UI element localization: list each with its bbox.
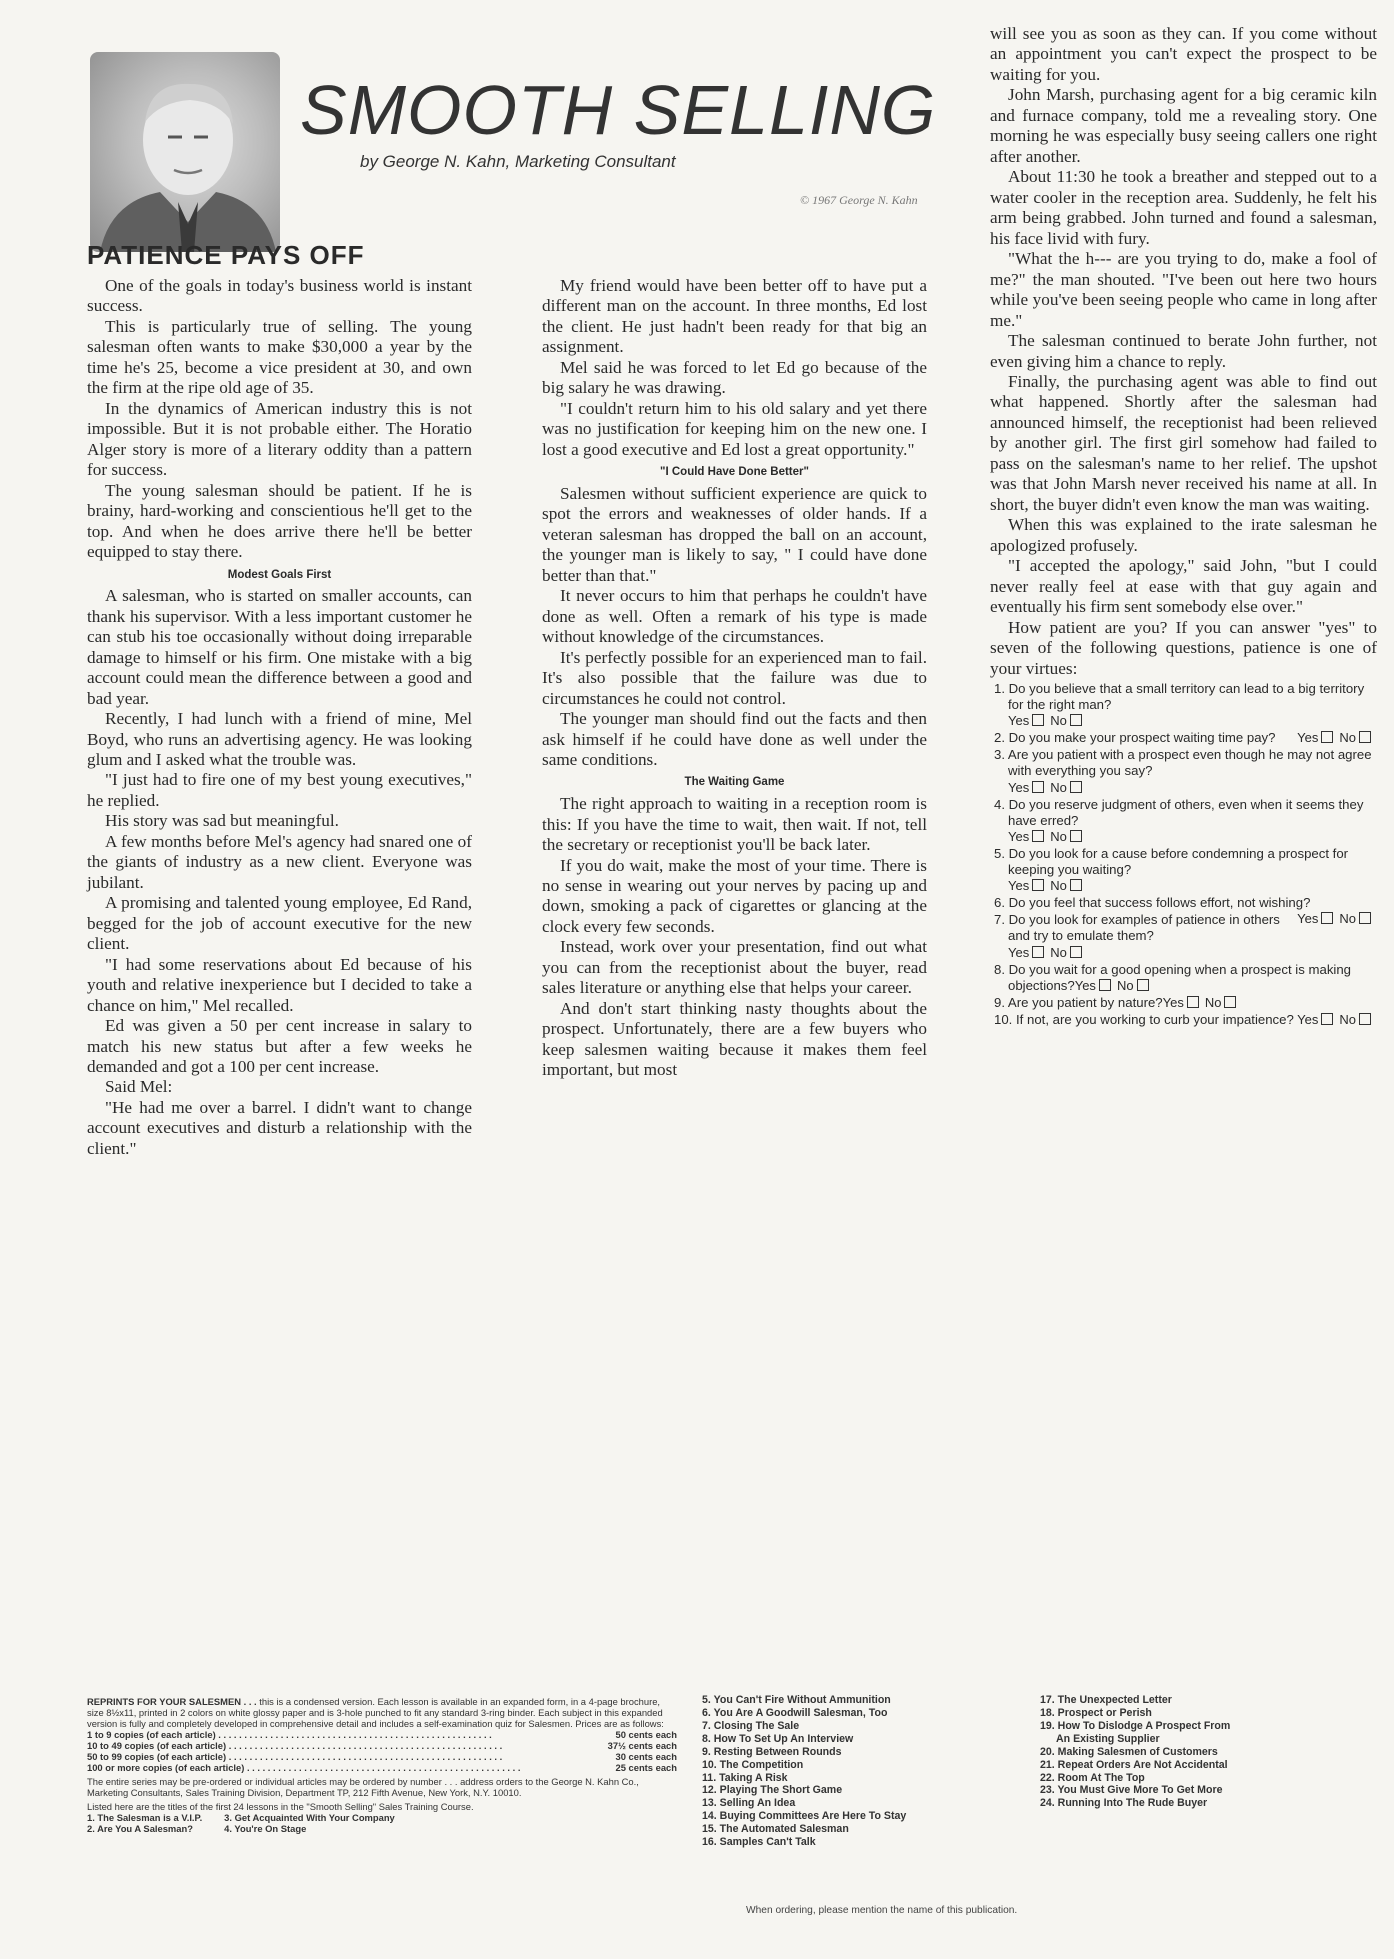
lesson-title: 20. Making Salesmen of Customers <box>1040 1745 1218 1758</box>
patience-quiz <box>990 681 1377 1028</box>
lesson-title: 2. Are You A Salesman? <box>87 1823 193 1834</box>
article-column-3 <box>990 24 1377 1029</box>
lesson-title: 7. Closing The Sale <box>702 1719 800 1732</box>
paragraph: "I had some reservations about Ed because of his youth and relative inexperience but I decided to take a chance on him," Mel recalled. <box>87 954 472 1015</box>
no-checkbox[interactable] <box>1359 1013 1371 1025</box>
price-row: 50 to 99 copies (of each article) . . . 30 cents each <box>87 1751 677 1762</box>
quiz-question: 8. Do you wait for a good opening when a prospect is making objections?Yes No <box>994 961 1352 993</box>
yes-checkbox[interactable] <box>1032 714 1044 726</box>
paragraph: His story was sad but meaningful. <box>105 811 339 831</box>
paragraph: It's perfectly possible for an experienced man to fail. It's also possible that the failure was due to circumstances he could not control. <box>542 647 927 708</box>
lessons-intro: Listed here are the titles of the first 24 lessons in the "Smooth Selling" Sales Training Course. <box>87 1801 474 1812</box>
paragraph: The right approach to waiting in a reception room is this: If you have the time to wait, then wait. If not, tell the secretary or receptionist you'll be back later. <box>542 794 927 855</box>
paragraph: In the dynamics of American industry this is not impossible. But it is not probable either. The Horatio Alger story is more of a literary oddity than a pattern for success. <box>87 398 472 480</box>
lesson-title: 11. Taking A Risk <box>702 1771 788 1784</box>
lesson-title: 21. Repeat Orders Are Not Accidental <box>1040 1758 1228 1771</box>
paragraph: will see you as soon as they can. If you come without an appointment you can't expect the prospect to be waiting for you. <box>990 24 1377 84</box>
lesson-title: 24. Running Into The Rude Buyer <box>1040 1797 1208 1810</box>
paragraph: If you do wait, make the most of your time. There is no sense in wearing out your nerves by pacing up and down, smoking a pack of cigarettes or glancing at the clock every few seconds. <box>542 855 927 936</box>
paragraph: "I couldn't return him to his old salary and yet there was no justification for keeping him on the new one. I lost a good executive and Ed lost a great opportunity." <box>542 398 927 459</box>
lesson-list-middle <box>702 1694 952 1849</box>
lesson-list-right <box>1040 1694 1240 1810</box>
no-checkbox[interactable] <box>1224 996 1236 1008</box>
no-checkbox[interactable] <box>1070 830 1082 842</box>
byline: by George N. Kahn, Marketing Consultant <box>360 152 676 171</box>
price-row: 1 to 9 copies (of each article) . . . 50 cents each <box>87 1729 677 1740</box>
lesson-title: 13. Selling An Idea <box>702 1797 796 1810</box>
no-checkbox[interactable] <box>1070 946 1082 958</box>
paragraph: Finally, the purchasing agent was able to find out what happened. Shortly after the salesman had announced himself, the receptionist had been relieved by another girl. The first girl somehow had failed to pass on the salesman's name to her relief. The upshot was that John Marsh never received his name at all. In short, the buyer didn't even know the man was waiting. <box>990 371 1377 514</box>
lesson-title: 19. How To Dislodge A Prospect From An Existing Supplier <box>1040 1719 1231 1745</box>
yes-checkbox[interactable] <box>1187 996 1199 1008</box>
paragraph: "I just had to fire one of my best young executives," he replied. <box>87 770 472 810</box>
paragraph: Mel said he was forced to let Ed go because of the big salary he was drawing. <box>542 357 927 398</box>
lesson-title: 6. You Are A Goodwill Salesman, Too <box>702 1706 888 1719</box>
paragraph: Said Mel: <box>105 1077 173 1097</box>
lesson-title: 9. Resting Between Rounds <box>702 1745 842 1758</box>
yes-checkbox[interactable] <box>1321 912 1333 924</box>
paragraph: When this was explained to the irate salesman he apologized profusely. <box>990 515 1377 555</box>
paragraph: It never occurs to him that perhaps he couldn't have done as well. Often a remark of his type is made without knowledge of the circumstances. <box>542 586 927 647</box>
price-row: 10 to 49 copies (of each article) . . . 37½ cents each <box>87 1740 677 1751</box>
reprints-intro: REPRINTS FOR YOUR SALESMEN . . . this is a condensed version. Each lesson is available in an expanded form, in a 4-page brochure, size 8½x11, printed in 2 colors on white glossy paper and is 3-hole punched to fit any standard 3-ring binder. Each subject in this expanded version is fully and completely developed in comprehensive detail and includes a self-examination quiz for Salesmen. Prices are as follows: <box>87 1696 664 1729</box>
lesson-title: 10. The Competition <box>702 1758 804 1771</box>
subheading: The Waiting Game <box>684 776 785 789</box>
paragraph: How patient are you? If you can answer "yes" to seven of the following questions, patience is one of your virtues: <box>990 617 1377 678</box>
lesson-title: 8. How To Set Up An Interview <box>702 1732 854 1745</box>
yes-checkbox[interactable] <box>1032 830 1044 842</box>
yes-checkbox[interactable] <box>1321 1013 1333 1025</box>
lesson-title: 15. The Automated Salesman <box>702 1823 849 1836</box>
quiz-question: 3. Are you patient with a prospect even though he may not agree with everything you say? Yes No <box>994 747 1372 795</box>
lesson-title: 16. Samples Can't Talk <box>702 1836 816 1849</box>
quiz-question: 9. Are you patient by nature?Yes No <box>990 995 1377 1011</box>
paragraph: The young salesman should be patient. If he is brainy, hard-working and conscientious he'll get to the top. And when he does arrive there he'll be better equipped to stay there. <box>87 480 472 562</box>
paragraph: About 11:30 he took a breather and stepped out to a water cooler in the reception area. Suddenly, he felt his arm being grabbed. John turned and found a salesman, his face livid with fury. <box>990 167 1377 248</box>
paragraph: The younger man should find out the facts and then ask himself if he could have done as well under the same conditions. <box>542 709 927 769</box>
section-heading: PATIENCE PAYS OFF <box>87 240 365 270</box>
lesson-title: 17. The Unexpected Letter <box>1040 1694 1172 1706</box>
lesson-title: 12. Playing The Short Game <box>702 1784 843 1797</box>
lesson-title: 3. Get Acquainted With Your Company <box>224 1812 395 1823</box>
quiz-question: 6. Do you feel that success follows effort, not wishing? Yes No <box>990 895 1377 911</box>
paragraph: And don't start thinking nasty thoughts about the prospect. Unfortunately, there are a few buyers who keep salesmen waiting because it makes them feel important, but most <box>542 998 927 1080</box>
no-checkbox[interactable] <box>1359 731 1371 743</box>
reprints-notice <box>87 1696 677 1834</box>
subheading: Modest Goals First <box>227 568 332 581</box>
lesson-title: 1. The Salesman is a V.I.P. <box>87 1812 203 1823</box>
lesson-title: 23. You Must Give More To Get More <box>1040 1784 1223 1797</box>
subheading: "I Could Have Done Better" <box>660 466 809 479</box>
paragraph: A salesman, who is started on smaller accounts, can thank his supervisor. With a less important customer he can stub his toe occasionally without doing irreparable damage to himself or his firm. One mistake with a big account could mean the difference between a good and bad year. <box>87 586 472 708</box>
paragraph: Salesmen without sufficient experience are quick to spot the errors and weaknesses of older hands. If a veteran salesman has dropped the ball on an account, the younger man is likely to say, " I could have done better than that." <box>542 483 927 585</box>
paragraph: "What the h--- are you trying to do, make a fool of me?" the man shouted. "I've been out here two hours while you've been seeing people who came in long after me." <box>990 249 1377 330</box>
paragraph: My friend would have been better off to have put a different man on the account. In three months, Ed lost the client. He just hadn't been ready for that big an assignment. <box>542 276 927 357</box>
yes-checkbox[interactable] <box>1032 781 1044 793</box>
ordering-note: When ordering, please mention the name of this publication. <box>746 1905 1018 1916</box>
no-checkbox[interactable] <box>1070 781 1082 793</box>
yes-checkbox[interactable] <box>1032 879 1044 891</box>
author-portrait <box>90 52 280 252</box>
lesson-title: 22. Room At The Top <box>1040 1771 1145 1784</box>
quiz-question: 7. Do you look for examples of patience in others and try to emulate them? Yes No <box>994 912 1280 960</box>
no-checkbox[interactable] <box>1070 879 1082 891</box>
lesson-title: 4. You're On Stage <box>224 1823 307 1834</box>
paragraph: The salesman continued to berate John further, not even giving him a chance to reply. <box>990 331 1377 371</box>
lesson-title: 14. Buying Committees Are Here To Stay <box>702 1810 907 1823</box>
no-checkbox[interactable] <box>1070 714 1082 726</box>
paragraph: A promising and talented young employee, Ed Rand, begged for the job of account executive for the new client. <box>87 893 472 954</box>
no-checkbox[interactable] <box>1359 912 1371 924</box>
masthead-title: SMOOTH SELLING <box>300 71 937 149</box>
paragraph: A few months before Mel's agency had snared one of the giants of industry as a new client. Everyone was jubilant. <box>87 831 472 892</box>
price-row: 100 or more copies (of each article) . . . 25 cents each <box>87 1762 677 1773</box>
quiz-question: 5. Do you look for a cause before condemning a prospect for keeping you waiting? Yes No <box>994 845 1349 894</box>
lesson-list-left <box>87 1812 677 1834</box>
paragraph: John Marsh, purchasing agent for a big ceramic kiln and furnace company, told me a revealing story. One morning he was especially busy seeing callers one right after another. <box>990 85 1377 166</box>
yes-checkbox[interactable] <box>1032 946 1044 958</box>
quiz-question: 2. Do you make your prospect waiting time pay? Yes No <box>990 730 1377 746</box>
copyright-notice: © 1967 George N. Kahn <box>800 193 918 207</box>
quiz-question: 4. Do you reserve judgment of others, even when it seems they have erred? Yes No <box>994 796 1364 844</box>
lesson-title: 5. You Can't Fire Without Ammunition <box>702 1694 891 1706</box>
paragraph: "He had me over a barrel. I didn't want to change account executives and disturb a relationship with the client." <box>87 1097 472 1158</box>
paragraph: One of the goals in today's business world is instant success. <box>87 276 472 316</box>
yes-checkbox[interactable] <box>1321 731 1333 743</box>
paragraph: "I accepted the apology," said John, "but I could never really feel at ease with that guy again and eventually his firm sent somebody else over." <box>990 556 1377 617</box>
paragraph: This is particularly true of selling. The young salesman often wants to make $30,000 a year by the time he's 25, become a vice president at 30, and own the firm at the ripe old age of 35. <box>87 316 472 398</box>
quiz-question: 1. Do you believe that a small territory can lead to a big territory for the right man? Yes No <box>994 681 1365 729</box>
quiz-question: 10. If not, are you working to curb your impatience? Yes No <box>990 1012 1377 1028</box>
author-portrait-illustration <box>90 52 280 252</box>
order-instructions: The entire series may be pre-ordered or individual articles may be ordered by number . . . address orders to the George N. Kahn Co., Marketing Consultants, Sales Training Division, Department TP, 212 Fifth Avenue, New York, N.Y. 10010. <box>87 1776 639 1798</box>
yes-checkbox[interactable] <box>1099 979 1111 991</box>
article-column-1 <box>87 276 472 1159</box>
article-column-2 <box>542 276 927 1081</box>
paragraph: Instead, work over your presentation, find out what you can from the receptionist about the buyer, read sales literature or anything else that helps your career. <box>542 937 927 998</box>
paragraph: Ed was given a 50 per cent increase in salary to match his new status but after a few weeks he demanded and got a 100 per cent increase. <box>87 1016 472 1077</box>
lesson-title: 18. Prospect or Perish <box>1040 1706 1152 1719</box>
paragraph: Recently, I had lunch with a friend of mine, Mel Boyd, who runs an advertising agency. He was looking glum and I asked what the trouble was. <box>87 709 472 769</box>
no-checkbox[interactable] <box>1137 979 1149 991</box>
